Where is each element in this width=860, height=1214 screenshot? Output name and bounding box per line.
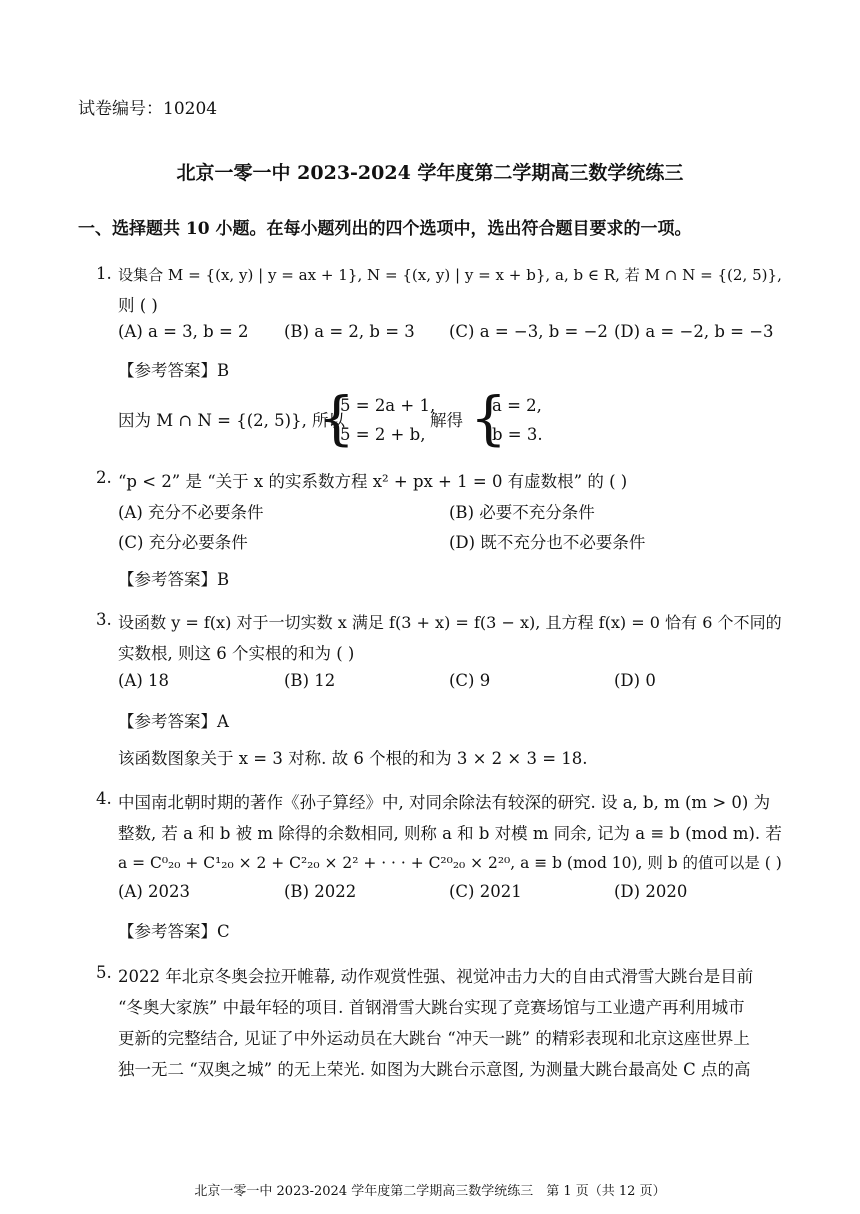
q4-number: 4. (96, 789, 112, 808)
q1-system2-eq2: b = 3. (492, 425, 543, 444)
q5-stem-line2: “冬奥大家族” 中最年轻的项目. 首钢滑雪大跳台实现了竞赛场馆与工业遗产再利用城市 (118, 998, 745, 1017)
q5-stem-line4: 独一无二 “双奥之城” 的无上荣光. 如图为大跳台示意图, 为测量大跳台最高处 C 点的高 (118, 1060, 751, 1079)
q3-solution: 该函数图象关于 x = 3 对称. 故 6 个根的和为 3 × 2 × 3 = 18. (118, 749, 588, 768)
left-brace-2: { (470, 384, 507, 452)
q1-system2-eq1: a = 2, (492, 396, 542, 415)
q1-solution-mid: 解得 (430, 411, 463, 430)
q2-option-a: (A) 充分不必要条件 (118, 503, 264, 522)
q2-stem-line1: “p < 2” 是 “关于 x 的实系数方程 x² + px + 1 = 0 有虚数根” 的 ( ) (118, 472, 628, 491)
q3-option-a: (A) 18 (118, 671, 170, 690)
exam-id: 试卷编号：10204 (78, 99, 218, 119)
q5-stem-line3: 更新的完整结合, 见证了中外运动员在大跳台 “冲天一跳” 的精彩表现和北京这座世界上 (118, 1029, 750, 1048)
page-title: 北京一零一中 2023-2024 学年度第二学期高三数学统练三 (176, 162, 684, 184)
q1-option-d: (D) a = −2, b = −3 (614, 322, 774, 341)
q3-option-d: (D) 0 (614, 671, 656, 690)
q3-stem-line1: 设函数 y = f(x) 对于一切实数 x 满足 f(3 + x) = f(3 − x), 且方程 f(x) = 0 恰有 6 个不同的 (118, 613, 782, 632)
q1-stem-line1: 设集合 M = {(x, y) | y = ax + 1}, N = {(x, y) | y = x + b}, a, b ∈ R, 若 M ∩ N = {(2, 5)}, (118, 266, 782, 284)
q2-answer: 【参考答案】B (118, 570, 230, 589)
section-heading: 一、选择题共 10 小题。在每小题列出的四个选项中，选出符合题目要求的一项。 (78, 219, 692, 239)
q1-option-c: (C) a = −3, b = −2 (449, 322, 608, 341)
q3-answer: 【参考答案】A (118, 712, 229, 731)
q4-stem-line3: a = C⁰₂₀ + C¹₂₀ × 2 + C²₂₀ × 2² + · · · + C²⁰₂₀ × 2²⁰, a ≡ b (mod 10), 则 b 的值可以是 ( ) (118, 854, 782, 872)
left-brace-1: { (318, 384, 355, 452)
q1-system1-eq2: 5 = 2 + b, (340, 425, 426, 444)
q2-number: 2. (96, 468, 112, 487)
q1-number: 1. (96, 264, 112, 283)
q1-option-a: (A) a = 3, b = 2 (118, 322, 249, 341)
q5-number: 5. (96, 963, 112, 982)
q4-stem-line2: 整数, 若 a 和 b 被 m 除得的余数相同, 则称 a 和 b 对模 m 同余, 记为 a ≡ b (mod m). 若 (118, 824, 782, 843)
q1-stem-line2: 则 ( ) (118, 296, 158, 315)
q2-option-d: (D) 既不充分也不必要条件 (449, 533, 646, 552)
q2-option-c: (C) 充分必要条件 (118, 533, 248, 552)
q1-option-b: (B) a = 2, b = 3 (284, 322, 415, 341)
q4-option-c: (C) 2021 (449, 882, 522, 901)
q4-stem-line1: 中国南北朝时期的著作《孙子算经》中, 对同余除法有较深的研究. 设 a, b, m (m > 0) 为 (118, 793, 771, 812)
q4-option-b: (B) 2022 (284, 882, 357, 901)
q3-number: 3. (96, 610, 112, 629)
q3-stem-line2: 实数根, 则这 6 个实根的和为 ( ) (118, 644, 355, 663)
q3-option-b: (B) 12 (284, 671, 336, 690)
q4-option-a: (A) 2023 (118, 882, 191, 901)
q1-answer: 【参考答案】B (118, 361, 230, 380)
page-footer: 北京一零一中 2023-2024 学年度第二学期高三数学统练三 第 1 页（共 12 页） (194, 1184, 666, 1199)
q1-system1-eq1: 5 = 2a + 1, (340, 396, 436, 415)
q1-solution-prefix: 因为 M ∩ N = {(2, 5)}, 所以 (118, 411, 346, 430)
q5-stem-line1: 2022 年北京冬奥会拉开帷幕, 动作观赏性强、视觉冲击力大的自由式滑雪大跳台是目前 (118, 967, 754, 986)
q4-option-d: (D) 2020 (614, 882, 688, 901)
q4-answer: 【参考答案】C (118, 922, 230, 941)
q3-option-c: (C) 9 (449, 671, 491, 690)
q2-option-b: (B) 必要不充分条件 (449, 503, 595, 522)
